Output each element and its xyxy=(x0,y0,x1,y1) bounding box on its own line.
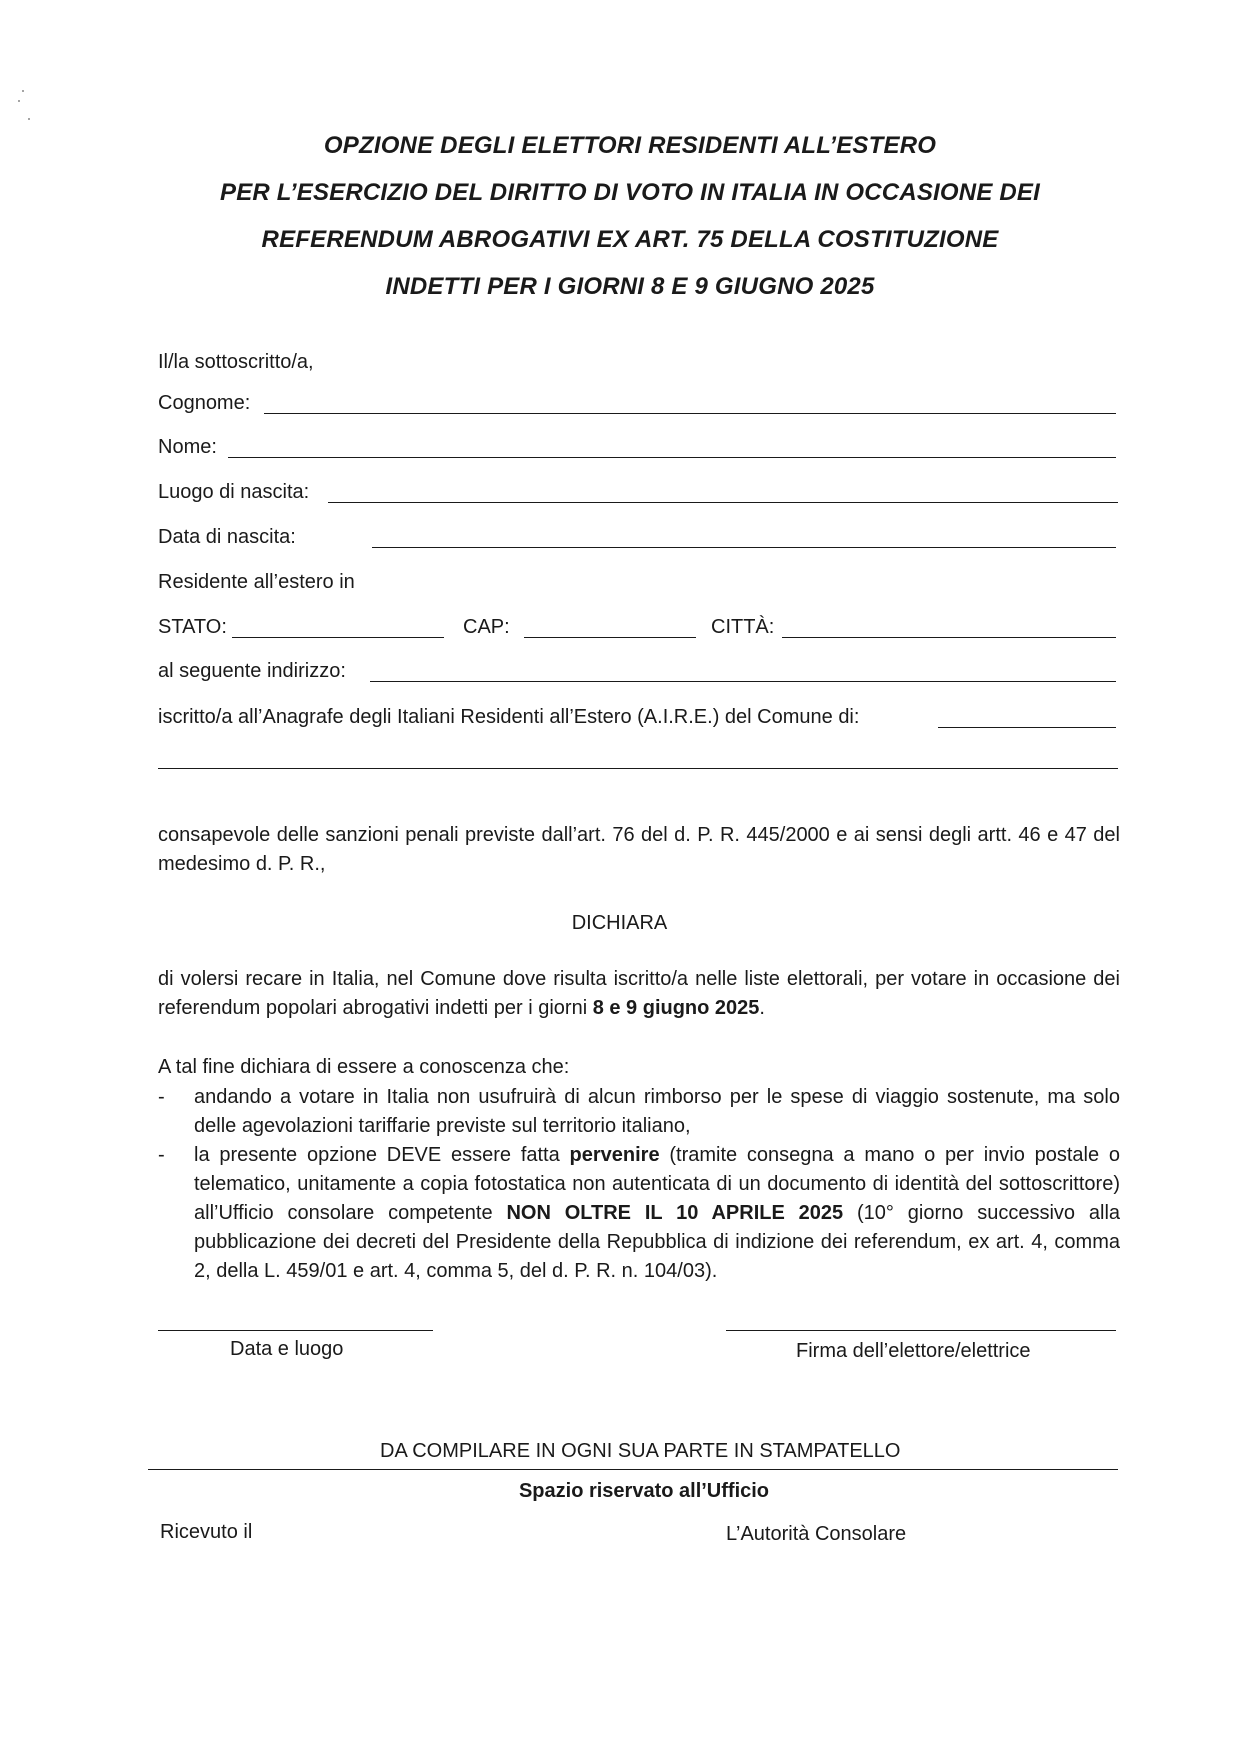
stato-field[interactable] xyxy=(232,637,444,638)
declaration-end: . xyxy=(759,997,765,1019)
list-item xyxy=(158,1083,1120,1141)
aire-comune-field[interactable] xyxy=(938,727,1116,728)
conditions-list xyxy=(158,1083,1120,1286)
indirizzo-field[interactable] xyxy=(370,681,1116,682)
bullet-dash: - xyxy=(158,1144,165,1166)
cap-label: CAP: xyxy=(463,616,510,638)
data-luogo-field[interactable] xyxy=(158,1330,433,1331)
bullet-text: andando a votare in Italia non usufruirà di alcun rimborso per le spese di viaggio sostenute, ma solo delle agevolazioni tariffarie previste sul territorio italiano, xyxy=(194,1086,1120,1137)
title-line: INDETTI PER I GIORNI 8 E 9 GIUGNO 2025 xyxy=(385,273,875,300)
title-line: OPZIONE DEGLI ELETTORI RESIDENTI ALL’ESTERO xyxy=(323,132,937,159)
aire-label: iscritto/a all’Anagrafe degli Italiani Residenti all’Estero (A.I.R.E.) del Comune di: xyxy=(158,706,860,728)
bullet-bold: pervenire xyxy=(569,1144,660,1166)
dichiara-heading: DICHIARA xyxy=(571,912,668,934)
citta-label: CITTÀ: xyxy=(711,616,775,638)
citta-field[interactable] xyxy=(782,637,1116,638)
luogo-nascita-label: Luogo di nascita: xyxy=(158,481,310,503)
autorita-label: L’Autorità Consolare xyxy=(726,1523,907,1545)
stato-label: STATO: xyxy=(158,616,227,638)
scan-speck xyxy=(28,118,30,120)
stampatello-note: DA COMPILARE IN OGNI SUA PARTE IN STAMPATELLO xyxy=(380,1440,901,1462)
scan-speck xyxy=(18,100,20,102)
bullet-text: la presente opzione DEVE essere fatta xyxy=(194,1144,570,1166)
office-divider xyxy=(148,1469,1118,1470)
intro-text: Il/la sottoscritto/a, xyxy=(158,351,314,373)
cognome-field[interactable] xyxy=(264,413,1116,414)
consapevole-paragraph: consapevole delle sanzioni penali previste dall’art. 76 del d. P. R. 445/2000 e ai sensi degli artt. 46 e 47 del medesimo d. P. R., xyxy=(158,824,1120,875)
residente-label: Residente all’estero in xyxy=(158,571,355,593)
document-title xyxy=(140,122,1120,310)
declaration-paragraph xyxy=(158,965,1120,1023)
deadline-bold: NON OLTRE IL 10 APRILE 2025 xyxy=(506,1202,844,1224)
declaration-dates: 8 e 9 giugno 2025 xyxy=(592,997,760,1019)
data-nascita-field[interactable] xyxy=(372,547,1116,548)
indirizzo-label: al seguente indirizzo: xyxy=(158,660,346,682)
aire-comune-field-continued[interactable] xyxy=(158,768,1118,769)
fine-intro: A tal fine dichiara di essere a conoscenza che: xyxy=(158,1056,570,1078)
bullet-dash: - xyxy=(158,1086,165,1108)
nome-label: Nome: xyxy=(158,436,217,458)
data-luogo-label: Data e luogo xyxy=(230,1338,344,1360)
ricevuto-label: Ricevuto il xyxy=(160,1521,253,1543)
luogo-nascita-field[interactable] xyxy=(328,502,1118,503)
cap-field[interactable] xyxy=(524,637,696,638)
firma-field[interactable] xyxy=(726,1330,1116,1331)
data-nascita-label: Data di nascita: xyxy=(158,526,296,548)
title-line: REFERENDUM ABROGATIVI EX ART. 75 DELLA COSTITUZIONE xyxy=(261,226,999,253)
nome-field[interactable] xyxy=(228,457,1116,458)
firma-label: Firma dell’elettore/elettrice xyxy=(796,1340,1031,1362)
office-space-heading: Spazio riservato all’Ufficio xyxy=(518,1480,770,1502)
title-line: PER L’ESERCIZIO DEL DIRITTO DI VOTO IN ITALIA IN OCCASIONE DEI xyxy=(219,179,1041,206)
bullet-text: (tramite consegna a mano o per invio postale o telematico, unitamente a copia fotostatica non autenticata di un documento di identità del sottoscrittore) all’Ufficio consolare competente xyxy=(194,1144,1120,1224)
list-item xyxy=(158,1141,1120,1286)
scan-speck xyxy=(22,90,24,92)
bullet-text: (10° giorno successivo alla pubblicazione dei decreti del Presidente della Repubblica di indizione dei referendum, ex art. 4, comma 2, della L. 459/01 e art. 4, comma 5, del d. P. R. n. 104/03). xyxy=(194,1202,1121,1282)
cognome-label: Cognome: xyxy=(158,392,251,414)
declaration-text: di volersi recare in Italia, nel Comune dove risulta iscritto/a nelle liste elettorali, per votare in occasione dei referendum popolari abrogativi indetti per i giorni xyxy=(158,968,1120,1019)
